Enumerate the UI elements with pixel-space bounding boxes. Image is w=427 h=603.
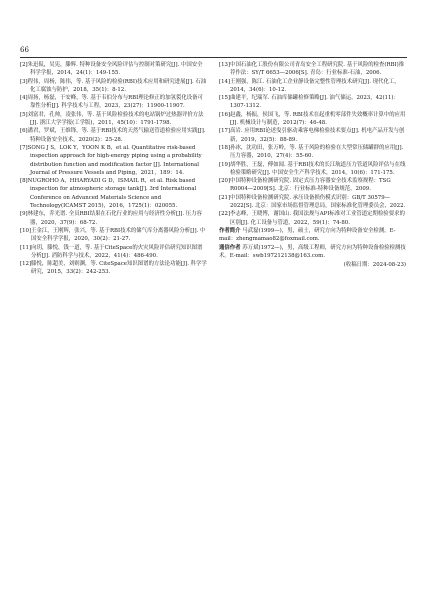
page-number: 66 [20,46,29,54]
reference-10: [10]王金江，王刚辉，张兴，等. 基于RBI技术的储气库分离器风险分析[J]. 中国安全科学学报，2020，30(2)：21-27. [20,227,206,243]
references-right-column [219,61,406,269]
reference-13: [13]中国石油化工股份有限公司青岛安全工程研究院. 基于风险的检查(RBI)推荐作法：SY/T 6653—2006[S]. 青岛：行业标准-石油，2006. [219,62,405,77]
header-rule [20,57,407,58]
corresponding-author-label: 通信作者 [219,244,241,251]
reference-8: [8]NUGROHO A，HHARYADI G D，ISMAIL R，et al. Risk based inspection for atmospheric storage tank[J]. 3rd International Conference on Advanced Materials Science and Technology(ICAMST 2015)，2016，1725(1)：020055. [20,178,197,210]
reference-18: [18]孙冰，沈功田，张万岭，等. 基于风险的检验在大型常压储罐群的应用[J]. 压力容器，2010，27(4)：55-60. [219,144,404,160]
reference-20: [20]中国特种设备检测研究院. 固定式压力容器安全技术监察规程：TSG R0004—2009[S]. 北京：行业标准-特种设备规范，2009. [219,178,391,193]
reference-19: [19]胡华胜，王磊，傅如闻. 基于RBI技术的长江航道压力管道风险评估与在线检验策略研究[J]. 中国安全生产科学技术，2014，10(6)：171-175. [219,161,406,176]
corresponding-author-text: 苏万斌(1972—)，男，高级工程师，研究方向为特种设备检验检测技术。E-mail：swb197212138@163.com. [219,244,406,259]
reference-6: [6]潘君，罗斌，王维锋，等. 基于RBI技术的天然气输送管道检验应用实践[J]. 特种设备安全技术，2020(2)：25-28. [20,128,206,143]
reference-22: [22]李志峰，王晓博，谢国山. 我国法规与API标准对工业管道定期检验要求的区别[J]. 化工设备与管道，2022，59(1)：74-80. [219,211,405,226]
reference-21: [21]中国特种设备检测研究院. 承压设备损伤模式识别：GB/T 30579—2022[S]. 北京：国家市场监督管理总局，国家标准化管理委员会，2022. [219,194,406,210]
reference-11: [11]向玥，滕悦，钱一道，等. 基于CiteSpace的火灾风险评估研究知识图谱分析[J]. 消防科学与技术，2022，41(4)：486-490. [20,244,203,259]
reference-14: [14]王刚强，陈江. 石油化工企业静设备完整性管理技术研究[J]. 现代化工，2014，34(6)：10-12. [219,78,400,93]
reference-17: [17]高岩. 应用RBI论述曳引驱动乘客电梯检验技术要点[J]. 机电产品开发与创新，2019，32(5)：88-89. [219,128,405,143]
author-intro-text: 马武磊(1999—)，男，硕士，研究方向为特种设备安全检测。E-mail：zhengmamao82@foxmail.com. [219,227,396,243]
received-date: (收稿日期：2024-08-23) [343,262,406,269]
reference-5: [5]刘富君，孔帅，凌张伟，等. 基于风险检验技术的电站锅炉过热器评价方法[J]. 浙江大学学报(工学版)，2011，45(10)：1791-1798. [20,111,204,127]
reference-3: [3]程伟，周杨，陈伟，等. 基于风险的检验(RBI)技术应用和研究进展[J]. 石油化工腐蚀与防护，2018，35(1)：8-12. [20,78,207,93]
reference-15: [15]曲建平，纪瑞军. 石油库储罐检修策略[J]. 油气储运，2023，42(11)：1307-1312. [219,95,399,110]
reference-2: [2]朱迅侃，吴宪，滕辉. 特种设备安全风险评估与控制对策研究[J]. 中国安全科学学报，2014，24(1)：149-155. [20,62,203,77]
corresponding-author [219,244,406,261]
reference-7: [7]SONG J S，LOK Y，YOON K B，et al. Quantitative risk-based inspection approach for high-energy piping using a probability distribution function and modification factor [J]. International Journal of Pressure Vessels and Piping，2021，189：14. [20,144,202,176]
reference-9: [9]林建东，乔光谱. 全员RBI结果在石化行业的应用与经济性分析[J]. 压力容器，2020，37(9)：68-72. [20,211,202,226]
references-left-column [20,61,207,277]
author-intro [219,227,406,244]
reference-16: [16]赵鑫，杨振，侯国飞，等. RBI技术在起重机零部件失效概率计算中的应用[J]. 机械设计与制造，2012(7)：46-48. [219,111,406,127]
reference-12: [12]滕悦，陈超美，刘则渊，等. CiteSpace知识图谱的方法论功能[J]. 科学学研究，2015，33(2)：242-253. [20,261,207,276]
author-intro-label: 作者简介 [219,227,241,234]
reference-4: [4]周扬，杨磊，于安峰，等. 基于韦伯分布与RBI理论修正的加氢裂化设备可靠性分析[J]. 科学技术与工程，2023，23(27)：11900-11907. [20,95,203,110]
